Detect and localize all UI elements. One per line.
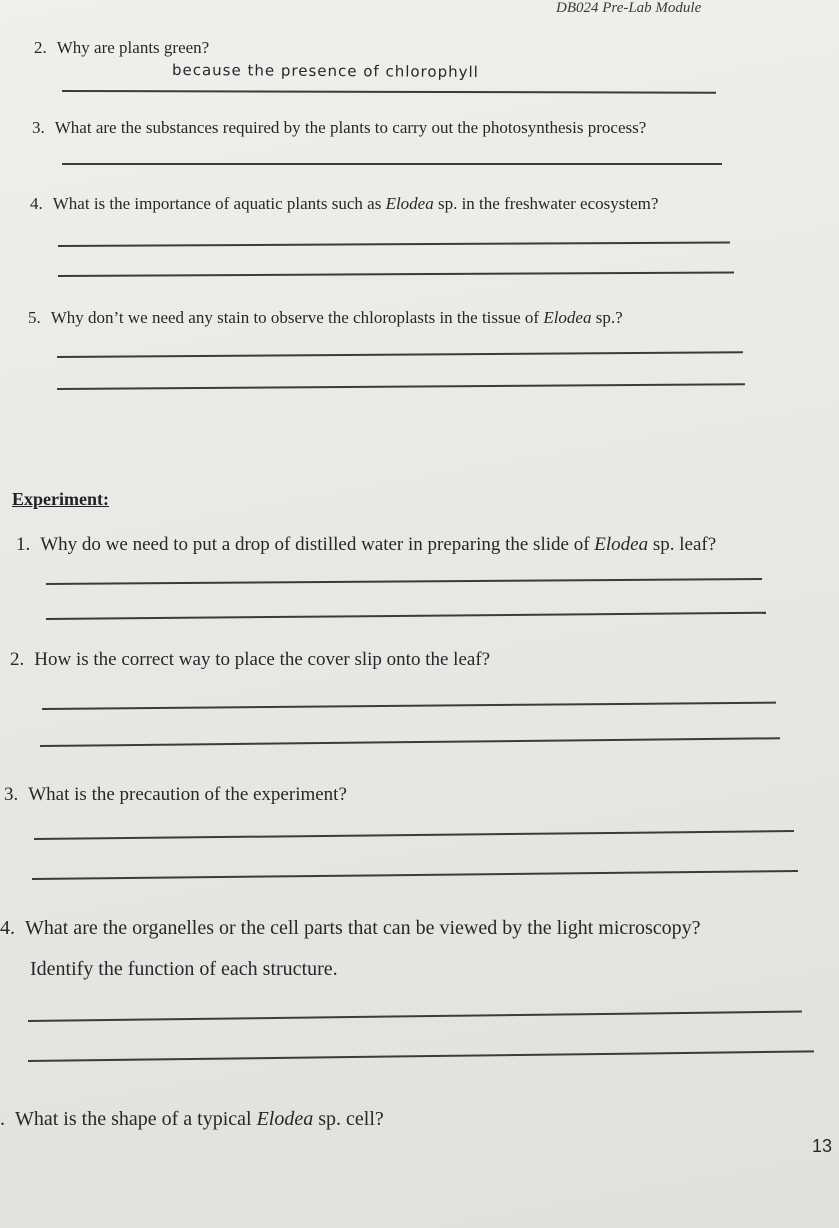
question-number: 4. [30,194,43,213]
species-name: Elodea [385,194,434,213]
question-text-a: Why do we need to put a drop of distilled water in preparing the slide of [40,534,595,555]
question-text: What are the organelles or the cell parts that can be viewed by the light microscopy? [25,917,701,939]
answer-line [28,1050,814,1061]
question-text: Why are plants green? [56,38,210,57]
module-header: DB024 Pre-Lab Module [556,0,702,16]
answer-line [32,870,798,880]
question-text-b: sp. cell? [313,1108,384,1130]
question-text-line2: Identify the function of each structure. [30,958,338,980]
question-5 [28,308,623,328]
question-text: What are the substances required by the plants to carry out the photosynthesis process? [54,118,647,137]
question-text: How is the correct way to place the cover slip onto the leaf? [34,649,491,670]
answer-line [40,737,780,746]
question-text-b: sp.? [591,308,623,327]
question-number: 3. [4,784,19,805]
answer-line [57,351,743,357]
question-number: 3. [32,118,45,137]
experiment-question-4 [0,917,701,940]
question-number: 5. [28,308,41,327]
question-text-b: sp. leaf? [648,534,717,555]
handwritten-answer [172,61,493,81]
answer-line [58,241,730,246]
question-text-a: Why don’t we need any stain to observe the chloroplasts in the tissue of [50,308,544,327]
answer-line [46,578,762,584]
experiment-question-3 [4,784,347,806]
question-number: 2. [10,649,25,670]
species-name: Elodea [543,308,592,327]
question-text-a: What is the importance of aquatic plants such as [52,194,386,213]
answer-line [46,612,766,620]
question-number: 2. [34,38,47,57]
answer-text: because the presence of chlorophyll [171,60,479,82]
answer-line [42,702,776,710]
species-name: Elodea [256,1108,314,1130]
section-title: Experiment: [12,489,109,509]
experiment-question-5 [0,1108,384,1131]
page-number: 13 [812,1136,833,1156]
answer-line [57,383,745,389]
answer-line [62,163,722,165]
question-number: . [0,1108,5,1130]
question-text-b: sp. in the freshwater ecosystem? [433,194,659,213]
answer-line [34,830,794,839]
question-text: What is the precaution of the experiment? [28,784,347,805]
answer-line [58,271,734,276]
species-name: Elodea [594,534,649,555]
question-2 [34,38,209,58]
experiment-question-2 [10,649,490,671]
question-3 [32,118,646,138]
question-number: 4. [0,917,15,939]
question-4 [30,194,658,214]
experiment-question-4-line2 [30,958,338,981]
experiment-question-1 [16,534,716,556]
answer-line [28,1011,802,1022]
answer-line [62,90,716,93]
question-text-a: What is the shape of a typical [15,1108,257,1130]
question-number: 1. [16,534,31,555]
